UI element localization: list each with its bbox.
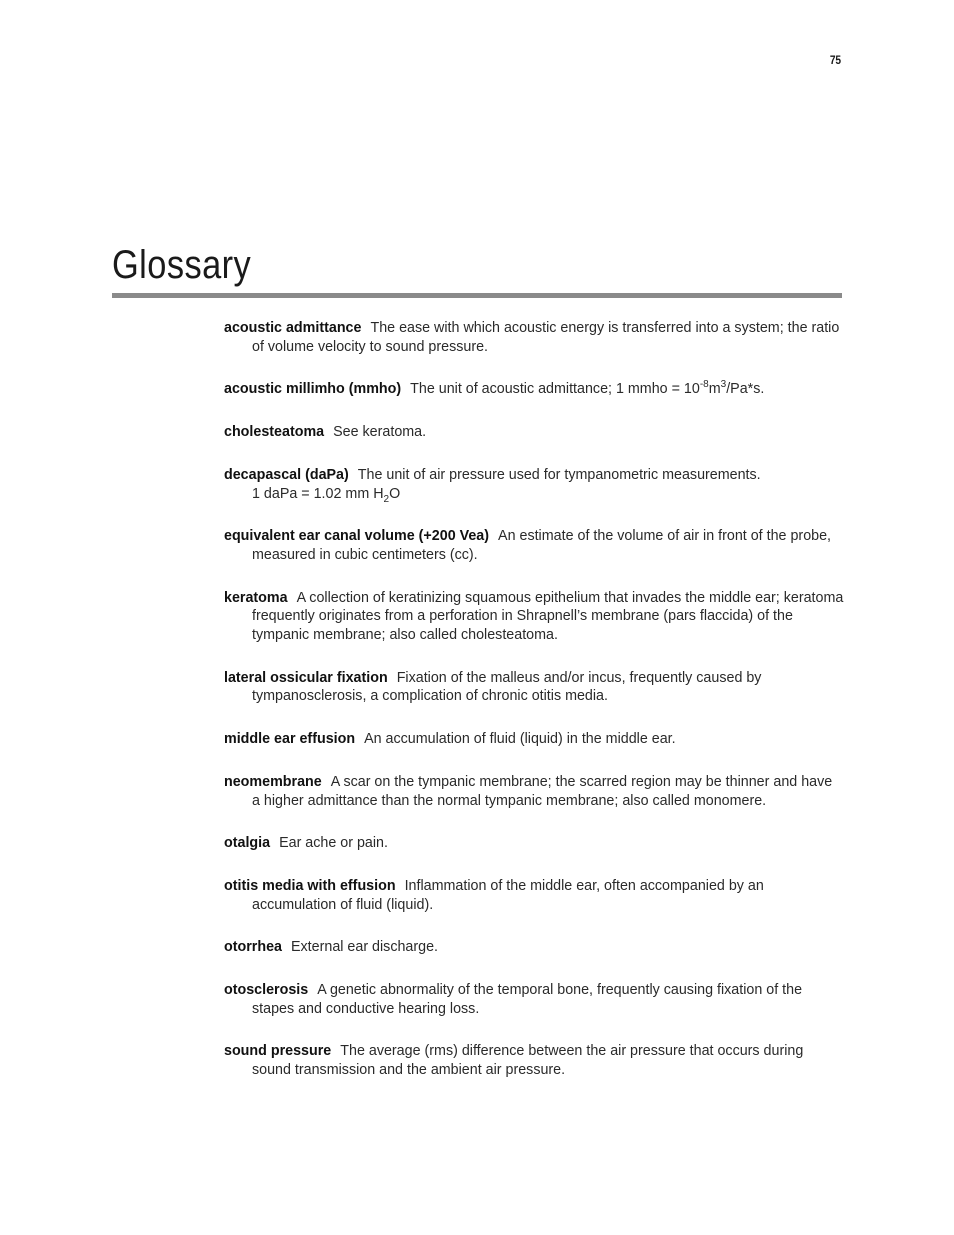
glossary-term: neomembrane <box>224 773 322 790</box>
title-divider <box>112 293 842 298</box>
glossary-entry <box>224 319 844 356</box>
glossary-entry <box>224 466 844 503</box>
glossary-term: otosclerosis <box>224 982 309 999</box>
glossary-entry <box>224 423 844 442</box>
page-title: Glossary <box>112 243 252 287</box>
glossary-entry <box>224 773 844 810</box>
glossary-term: lateral ossicular fixation <box>224 669 388 686</box>
glossary-term: otorrhea <box>224 939 282 956</box>
page-number: 75 <box>830 53 841 67</box>
glossary-definition: The unit of air pressure used for tympanometric measurements. 1 daPa = 1.02 mm $H_2O$ <box>252 466 761 505</box>
glossary-definition: Inflammation of the middle ear, often accompanied by an accumulation of fluid (liquid). <box>252 877 764 913</box>
glossary-entry <box>224 938 844 957</box>
glossary-term: keratoma <box>224 589 288 606</box>
glossary-term: acoustic millimho (mmho) <box>224 381 402 398</box>
glossary-definition: A collection of keratinizing squamous epithelium that invades the middle ear; keratoma frequently originates from a perforation in Shrapnell’s membrane (pars flaccida) of the tympanic membrane; also called cholesteatoma. <box>252 589 844 644</box>
glossary-list <box>224 319 844 1080</box>
glossary-term: decapascal (daPa) <box>224 466 349 483</box>
glossary-definition: The unit of acoustic admittance; 1 mmho = $10^{-8}m^3/Pa*s$. <box>410 379 765 398</box>
glossary-definition: See keratoma. <box>333 424 427 441</box>
glossary-definition: A genetic abnormality of the temporal bone, frequently causing fixation of the stapes and conductive hearing loss. <box>252 982 803 1017</box>
glossary-term: cholesteatoma <box>224 424 325 441</box>
glossary-entry <box>224 669 844 706</box>
glossary-definition: Ear ache or pain. <box>279 835 388 852</box>
glossary-definition: Fixation of the malleus and/or incus, frequently caused by tympanosclerosis, a complication of chronic otitis media. <box>252 669 762 705</box>
glossary-entry <box>224 527 844 564</box>
glossary-definition: External ear discharge. <box>291 939 439 956</box>
glossary-entry <box>224 380 844 399</box>
glossary-term: middle ear effusion <box>224 731 356 748</box>
glossary-definition: An accumulation of fluid (liquid) in the middle ear. <box>364 731 676 748</box>
glossary-definition: The average (rms) difference between the air pressure that occurs during sound transmission and the ambient air pressure. <box>252 1043 804 1079</box>
glossary-term: sound pressure <box>224 1043 332 1060</box>
glossary-entry <box>224 589 844 645</box>
glossary-term: otalgia <box>224 835 271 852</box>
glossary-entry <box>224 877 844 914</box>
glossary-entry <box>224 834 844 853</box>
glossary-term: otitis media with effusion <box>224 877 396 894</box>
glossary-definition: A scar on the tympanic membrane; the scarred region may be thinner and have a higher admittance than the normal tympanic membrane; also called monomere. <box>252 773 833 809</box>
glossary-term: equivalent ear canal volume (+200 Vea) <box>224 528 490 545</box>
glossary-entry <box>224 981 844 1018</box>
glossary-definition: The ease with which acoustic energy is transferred into a system; the ratio of volume velocity to sound pressure. <box>252 320 840 355</box>
glossary-term: acoustic admittance <box>224 320 362 336</box>
glossary-definition: An estimate of the volume of air in front of the probe, measured in cubic centimeters (cc). <box>252 528 832 563</box>
glossary-entry <box>224 1042 844 1079</box>
glossary-entry <box>224 730 844 749</box>
